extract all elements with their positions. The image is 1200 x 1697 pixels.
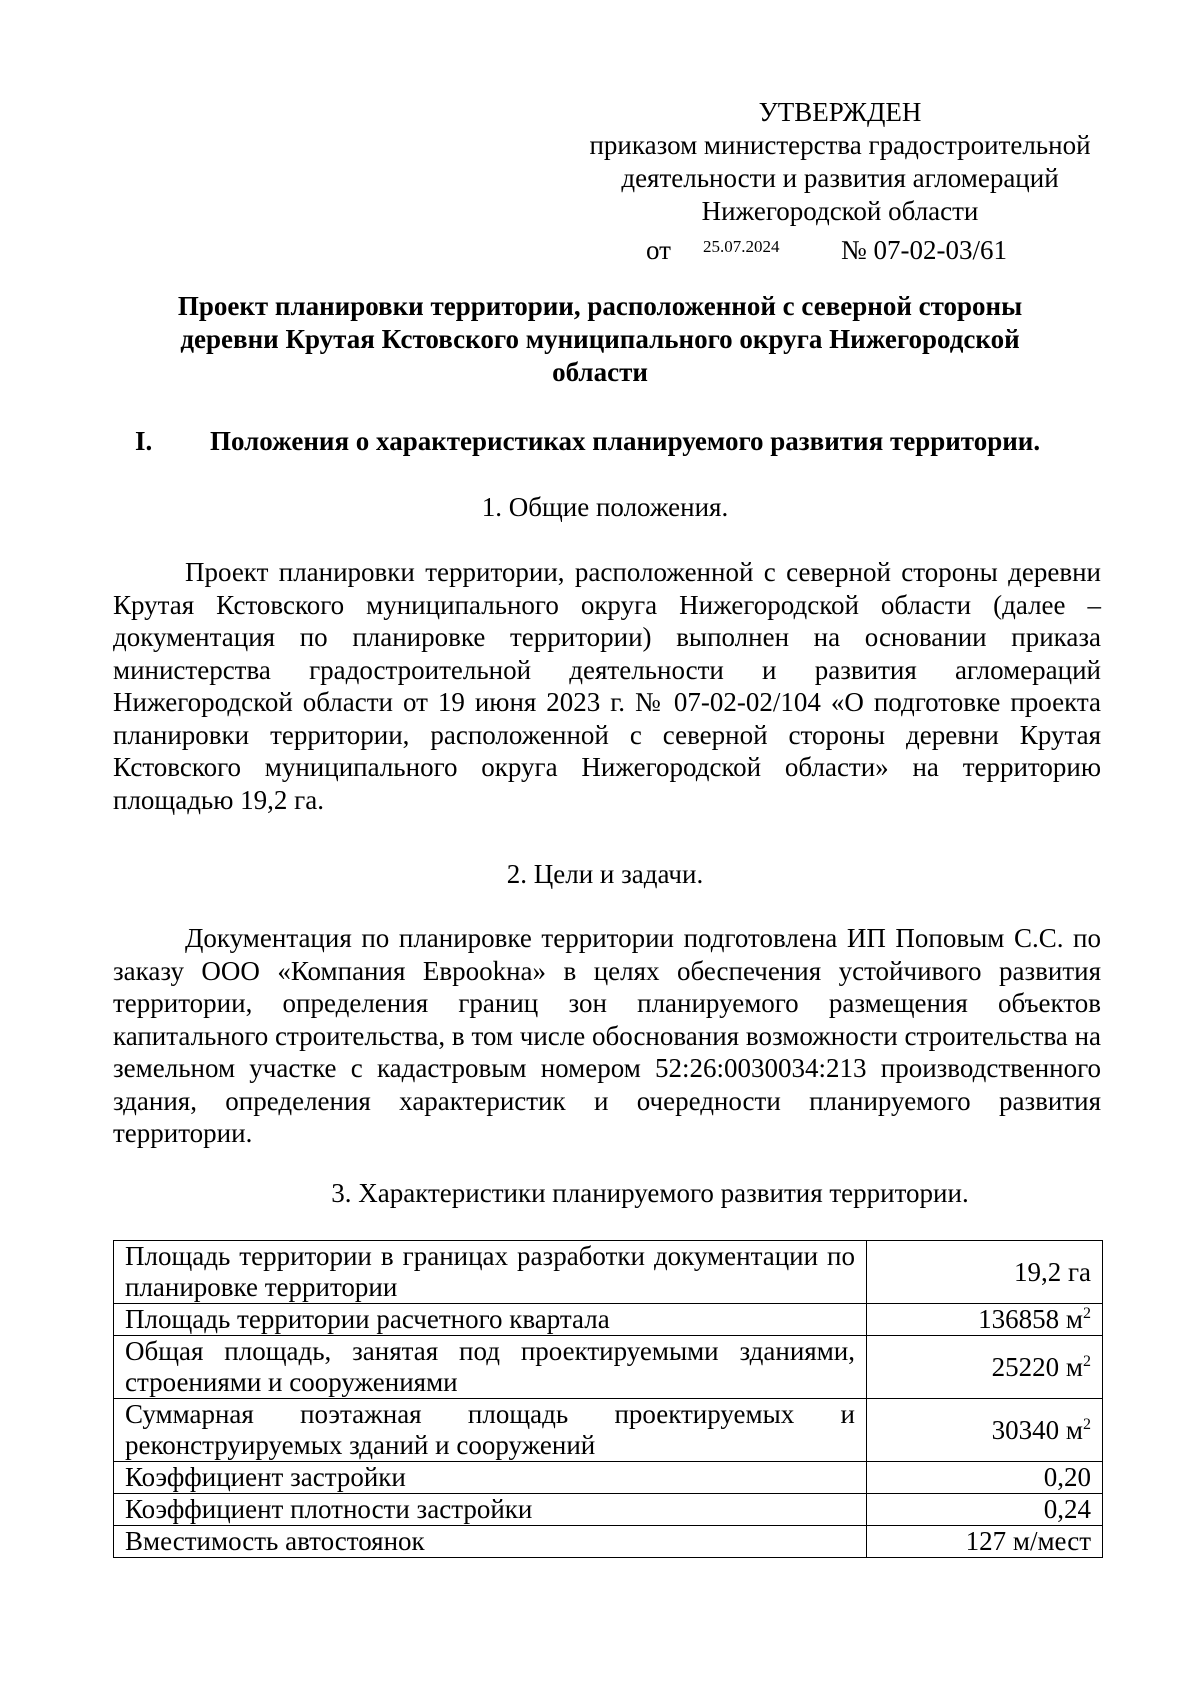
table-cell-value	[867, 1336, 1103, 1399]
section-title: Положения о характеристиках планируемого развития территории.	[210, 426, 1041, 456]
value-text: 0,20	[1043, 1462, 1091, 1492]
table-row	[114, 1494, 1103, 1526]
table-cell-label: Вместимость автостоянок	[114, 1526, 867, 1558]
table-cell-label: Коэффициент плотности застройки	[114, 1494, 867, 1526]
value-text: 136858 м	[978, 1304, 1083, 1334]
unit-superscript: 2	[1083, 1305, 1091, 1322]
table-cell-label: Общая площадь, занятая под проектируемыми зданиями, строениями и сооружениями	[114, 1336, 867, 1399]
approval-line-1: приказом министерства градостроительной	[589, 130, 1091, 160]
unit-superscript: 2	[1083, 1352, 1091, 1370]
paragraph-goals: Документация по планировке территории подготовлена ИП Поповым С.С. по заказу ООО «Компания Еврookна» в целях обеспечения устойчивого развития территории, определения границ зон планируемого размещения объектов капитального строительства, в том числе обоснования возможности строительства на земельном участке с кадастровым номером 52:26:0030034:213 производственного здания, определения характеристик и очередности планируемого развития территории.	[113, 923, 1101, 1148]
value-text: 30340 м	[991, 1414, 1083, 1445]
unit-superscript: 2	[1083, 1415, 1091, 1433]
subheading-goals: 2. Цели и задачи.	[506, 859, 704, 889]
approval-block	[560, 96, 1120, 264]
approval-line-2: деятельности и развития агломераций	[621, 163, 1059, 193]
table-row	[114, 1399, 1103, 1462]
subheading-general: 1. Общие положения.	[481, 492, 729, 522]
document-title: Проект планировки территории, расположенной с северной стороны деревни Крутая Кстовского муниципального округа Нижегородской области	[177, 291, 1023, 387]
table-cell-value	[867, 1399, 1103, 1462]
value-text: 25220 м	[991, 1351, 1083, 1382]
table-cell-label: Коэффициент застройки	[114, 1462, 867, 1494]
table-cell-value	[867, 1304, 1103, 1336]
approval-line-3: Нижегородской области	[701, 196, 979, 226]
approval-heading: УТВЕРЖДЕН	[758, 97, 922, 127]
approval-date: 25.07.2024	[703, 237, 780, 256]
table-cell-value	[867, 1241, 1103, 1304]
table-cell-label: Суммарная поэтажная площадь проектируемых и реконструируемых зданий и сооружений	[114, 1399, 867, 1462]
table-row	[114, 1241, 1103, 1304]
table-cell-value	[867, 1494, 1103, 1526]
section-number: I.	[135, 426, 153, 456]
approval-date-row	[560, 230, 1120, 264]
value-text: 19,2 га	[1013, 1256, 1091, 1287]
table-cell-label: Площадь территории расчетного квартала	[114, 1304, 867, 1336]
value-text: 127 м/мест	[965, 1526, 1091, 1556]
table-row	[114, 1304, 1103, 1336]
characteristics-table	[113, 1240, 1103, 1558]
table-cell-value	[867, 1526, 1103, 1558]
table-row	[114, 1462, 1103, 1494]
value-text: 0,24	[1043, 1494, 1091, 1524]
table-cell-label: Площадь территории в границах разработки документации по планировке территории	[114, 1241, 867, 1304]
approval-from-label: от	[646, 235, 671, 265]
approval-number: № 07-02-03/61	[841, 235, 1007, 265]
paragraph-general: Проект планировки территории, расположенной с северной стороны деревни Крутая Кстовского муниципального округа Нижегородской области (далее – документация по планировке территории) выполнен на основании приказа министерства градостроительной деятельности и развития агломераций Нижегородской области от 19 июня 2023 г. № 07-02-02/104 «О подготовке проекта планировки территории, расположенной с северной стороны деревни Крутая Кстовского муниципального округа Нижегородской области» на территорию площадью 19,2 га.	[113, 557, 1101, 815]
table-row	[114, 1526, 1103, 1558]
table-row	[114, 1336, 1103, 1399]
subheading-characteristics: 3. Характеристики планируемого развития территории.	[331, 1178, 969, 1208]
table-cell-value	[867, 1462, 1103, 1494]
